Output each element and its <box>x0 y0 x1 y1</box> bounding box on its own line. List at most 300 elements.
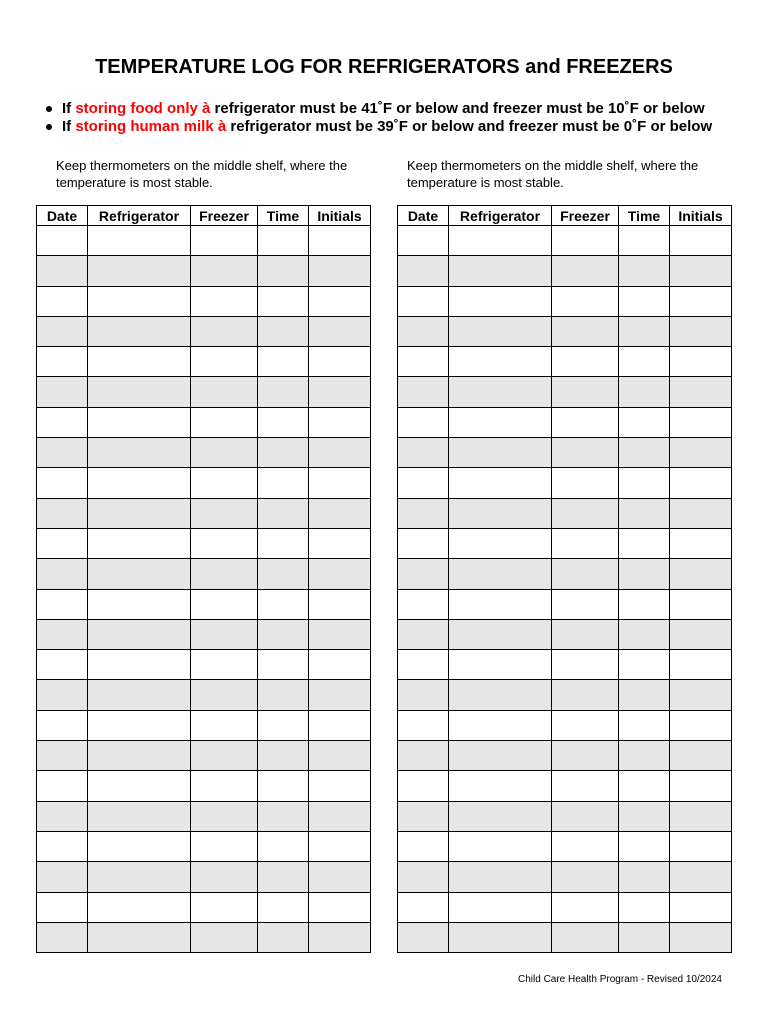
log-cell-initials[interactable] <box>670 286 732 316</box>
rule-prefix: If <box>62 118 76 135</box>
log-cell-refrigerator[interactable] <box>88 589 191 619</box>
table-row <box>398 377 732 407</box>
log-cell-initials[interactable] <box>670 650 732 680</box>
log-cell-date[interactable] <box>398 650 449 680</box>
log-cell-freezer[interactable] <box>552 256 619 286</box>
log-cell-initials[interactable] <box>309 680 371 710</box>
log-cell-freezer[interactable] <box>191 468 258 498</box>
table-row <box>37 438 371 468</box>
log-cell-date[interactable] <box>37 710 88 740</box>
log-cell-freezer[interactable] <box>191 256 258 286</box>
log-cell-initials[interactable] <box>670 801 732 831</box>
log-cell-date[interactable] <box>37 801 88 831</box>
log-cell-freezer[interactable] <box>191 559 258 589</box>
log-cell-refrigerator[interactable] <box>449 680 552 710</box>
log-cell-time[interactable] <box>258 680 309 710</box>
log-cell-date[interactable] <box>37 468 88 498</box>
log-cell-time[interactable] <box>619 650 670 680</box>
rule-food-only <box>44 100 712 118</box>
log-cell-initials[interactable] <box>309 650 371 680</box>
log-cell-time[interactable] <box>619 498 670 528</box>
log-cell-initials[interactable] <box>309 801 371 831</box>
log-cell-refrigerator[interactable] <box>449 347 552 377</box>
log-cell-date[interactable] <box>37 771 88 801</box>
log-cell-date[interactable] <box>398 528 449 558</box>
table-row <box>398 862 732 892</box>
log-cell-refrigerator[interactable] <box>88 801 191 831</box>
log-cell-freezer[interactable] <box>552 316 619 346</box>
log-cell-refrigerator[interactable] <box>88 468 191 498</box>
log-cell-freezer[interactable] <box>191 650 258 680</box>
log-cell-time[interactable] <box>619 407 670 437</box>
log-cell-date[interactable] <box>398 316 449 346</box>
log-cell-time[interactable] <box>619 680 670 710</box>
log-cell-date[interactable] <box>37 650 88 680</box>
log-cell-refrigerator[interactable] <box>449 589 552 619</box>
log-cell-time[interactable] <box>619 256 670 286</box>
log-cell-refrigerator[interactable] <box>88 862 191 892</box>
log-cell-date[interactable] <box>398 468 449 498</box>
rule-human-milk <box>44 118 712 136</box>
log-cell-date[interactable] <box>398 347 449 377</box>
log-cell-date[interactable] <box>37 892 88 922</box>
table-row <box>37 256 371 286</box>
table-row <box>37 377 371 407</box>
log-cell-date[interactable] <box>398 741 449 771</box>
log-cell-date[interactable] <box>37 498 88 528</box>
log-cell-time[interactable] <box>258 407 309 437</box>
log-cell-time[interactable] <box>258 831 309 861</box>
log-cell-initials[interactable] <box>670 407 732 437</box>
log-cell-initials[interactable] <box>670 619 732 649</box>
log-cell-time[interactable] <box>619 347 670 377</box>
log-cell-initials[interactable] <box>309 256 371 286</box>
log-cell-initials[interactable] <box>670 256 732 286</box>
log-cell-initials[interactable] <box>670 438 732 468</box>
table-row <box>37 528 371 558</box>
log-cell-freezer[interactable] <box>552 922 619 952</box>
log-cell-initials[interactable] <box>670 680 732 710</box>
log-cell-refrigerator[interactable] <box>88 528 191 558</box>
log-cell-initials[interactable] <box>670 892 732 922</box>
log-cell-time[interactable] <box>258 892 309 922</box>
log-cell-time[interactable] <box>258 468 309 498</box>
table-row <box>37 680 371 710</box>
log-cell-freezer[interactable] <box>552 801 619 831</box>
log-cell-date[interactable] <box>37 407 88 437</box>
log-cell-refrigerator[interactable] <box>449 559 552 589</box>
log-cell-date[interactable] <box>37 226 88 256</box>
rule-text: refrigerator must be 39˚F or below and freezer must be 0˚F or below <box>226 118 713 135</box>
log-cell-date[interactable] <box>398 407 449 437</box>
log-cell-time[interactable] <box>258 438 309 468</box>
log-cell-time[interactable] <box>619 589 670 619</box>
log-cell-freezer[interactable] <box>552 226 619 256</box>
log-cell-refrigerator[interactable] <box>88 407 191 437</box>
log-cell-initials[interactable] <box>670 710 732 740</box>
log-cell-date[interactable] <box>37 619 88 649</box>
log-cell-refrigerator[interactable] <box>88 741 191 771</box>
log-cell-time[interactable] <box>258 619 309 649</box>
log-cell-refrigerator[interactable] <box>449 498 552 528</box>
log-cell-time[interactable] <box>258 650 309 680</box>
log-cell-freezer[interactable] <box>552 619 619 649</box>
log-cell-date[interactable] <box>37 589 88 619</box>
log-cell-time[interactable] <box>258 922 309 952</box>
table-row <box>398 438 732 468</box>
log-cell-time[interactable] <box>258 741 309 771</box>
log-cell-initials[interactable] <box>309 831 371 861</box>
log-cell-initials[interactable] <box>309 771 371 801</box>
log-cell-freezer[interactable] <box>552 468 619 498</box>
log-cell-refrigerator[interactable] <box>449 286 552 316</box>
log-cell-time[interactable] <box>258 862 309 892</box>
log-cell-time[interactable] <box>619 438 670 468</box>
rule-highlight: storing human milk à <box>75 118 227 135</box>
log-cell-freezer[interactable] <box>191 741 258 771</box>
log-cell-freezer[interactable] <box>552 407 619 437</box>
log-cell-refrigerator[interactable] <box>449 316 552 346</box>
table-row <box>398 347 732 377</box>
log-cell-time[interactable] <box>619 286 670 316</box>
column-header-time: Time <box>258 206 309 226</box>
log-cell-date[interactable] <box>398 438 449 468</box>
log-cell-refrigerator[interactable] <box>88 377 191 407</box>
table-row <box>398 498 732 528</box>
log-cell-initials[interactable] <box>670 347 732 377</box>
log-cell-initials[interactable] <box>309 498 371 528</box>
left-temperature-log-table <box>36 205 371 953</box>
log-cell-date[interactable] <box>398 892 449 922</box>
log-cell-time[interactable] <box>619 801 670 831</box>
table-row <box>398 801 732 831</box>
log-cell-freezer[interactable] <box>552 286 619 316</box>
column-header-freezer: Freezer <box>191 206 258 226</box>
log-cell-initials[interactable] <box>670 498 732 528</box>
log-cell-freezer[interactable] <box>552 831 619 861</box>
log-cell-freezer[interactable] <box>191 438 258 468</box>
log-cell-date[interactable] <box>398 498 449 528</box>
log-cell-freezer[interactable] <box>552 710 619 740</box>
log-cell-date[interactable] <box>398 559 449 589</box>
log-cell-date[interactable] <box>37 438 88 468</box>
right-thermometer-note: Keep thermometers on the middle shelf, where the temperature is most stable. <box>407 158 699 190</box>
log-cell-freezer[interactable] <box>191 831 258 861</box>
log-cell-freezer[interactable] <box>552 377 619 407</box>
table-row <box>37 347 371 377</box>
log-cell-date[interactable] <box>37 559 88 589</box>
log-cell-time[interactable] <box>258 801 309 831</box>
log-cell-initials[interactable] <box>309 922 371 952</box>
log-cell-date[interactable] <box>37 862 88 892</box>
log-cell-initials[interactable] <box>670 316 732 346</box>
log-cell-date[interactable] <box>398 256 449 286</box>
log-cell-time[interactable] <box>258 256 309 286</box>
log-cell-initials[interactable] <box>670 559 732 589</box>
log-cell-freezer[interactable] <box>191 347 258 377</box>
log-cell-refrigerator[interactable] <box>88 316 191 346</box>
table-row <box>37 316 371 346</box>
log-cell-refrigerator[interactable] <box>449 862 552 892</box>
log-cell-initials[interactable] <box>309 407 371 437</box>
log-cell-date[interactable] <box>398 862 449 892</box>
table-row <box>37 559 371 589</box>
log-cell-refrigerator[interactable] <box>88 559 191 589</box>
log-cell-date[interactable] <box>398 619 449 649</box>
log-cell-time[interactable] <box>619 377 670 407</box>
log-cell-initials[interactable] <box>309 619 371 649</box>
log-cell-freezer[interactable] <box>191 710 258 740</box>
footer-revision: Child Care Health Program - Revised 10/2024 <box>518 974 722 985</box>
log-cell-time[interactable] <box>619 922 670 952</box>
log-cell-initials[interactable] <box>309 741 371 771</box>
table-row <box>398 771 732 801</box>
log-cell-initials[interactable] <box>309 710 371 740</box>
log-cell-date[interactable] <box>37 347 88 377</box>
log-cell-time[interactable] <box>258 559 309 589</box>
log-cell-freezer[interactable] <box>191 862 258 892</box>
column-header-freezer: Freezer <box>552 206 619 226</box>
log-cell-refrigerator[interactable] <box>88 256 191 286</box>
log-cell-time[interactable] <box>619 226 670 256</box>
log-cell-freezer[interactable] <box>191 377 258 407</box>
log-cell-refrigerator[interactable] <box>88 619 191 649</box>
log-cell-refrigerator[interactable] <box>88 347 191 377</box>
log-cell-refrigerator[interactable] <box>88 286 191 316</box>
log-cell-refrigerator[interactable] <box>449 922 552 952</box>
log-cell-time[interactable] <box>619 559 670 589</box>
table-row <box>37 801 371 831</box>
log-cell-refrigerator[interactable] <box>88 922 191 952</box>
log-cell-refrigerator[interactable] <box>449 771 552 801</box>
log-cell-refrigerator[interactable] <box>449 650 552 680</box>
log-cell-refrigerator[interactable] <box>88 892 191 922</box>
log-cell-refrigerator[interactable] <box>88 226 191 256</box>
log-cell-freezer[interactable] <box>552 892 619 922</box>
log-cell-date[interactable] <box>398 922 449 952</box>
log-cell-freezer[interactable] <box>191 528 258 558</box>
log-cell-time[interactable] <box>258 347 309 377</box>
storage-rules-list <box>44 100 712 136</box>
log-cell-refrigerator[interactable] <box>449 468 552 498</box>
table-row <box>398 892 732 922</box>
table-row <box>37 589 371 619</box>
log-cell-refrigerator[interactable] <box>449 710 552 740</box>
log-cell-initials[interactable] <box>309 226 371 256</box>
table-row <box>398 831 732 861</box>
log-cell-refrigerator[interactable] <box>88 438 191 468</box>
log-cell-initials[interactable] <box>309 316 371 346</box>
log-cell-freezer[interactable] <box>552 862 619 892</box>
log-cell-refrigerator[interactable] <box>88 498 191 528</box>
log-cell-freezer[interactable] <box>552 680 619 710</box>
log-cell-refrigerator[interactable] <box>449 619 552 649</box>
log-cell-time[interactable] <box>619 316 670 346</box>
table-row <box>398 650 732 680</box>
log-cell-date[interactable] <box>37 922 88 952</box>
log-cell-time[interactable] <box>619 892 670 922</box>
log-cell-freezer[interactable] <box>191 680 258 710</box>
log-cell-time[interactable] <box>258 316 309 346</box>
log-cell-date[interactable] <box>398 831 449 861</box>
log-cell-freezer[interactable] <box>191 316 258 346</box>
log-cell-date[interactable] <box>398 680 449 710</box>
log-cell-date[interactable] <box>37 680 88 710</box>
log-cell-freezer[interactable] <box>191 407 258 437</box>
column-header-initials: Initials <box>670 206 732 226</box>
log-cell-date[interactable] <box>37 741 88 771</box>
rule-highlight: storing food only à <box>75 100 211 117</box>
table-row <box>398 286 732 316</box>
log-cell-freezer[interactable] <box>552 559 619 589</box>
log-cell-initials[interactable] <box>670 771 732 801</box>
log-cell-initials[interactable] <box>309 438 371 468</box>
table-row <box>37 771 371 801</box>
table-row <box>37 892 371 922</box>
log-cell-freezer[interactable] <box>552 528 619 558</box>
log-cell-time[interactable] <box>258 377 309 407</box>
log-cell-date[interactable] <box>37 256 88 286</box>
log-cell-initials[interactable] <box>309 862 371 892</box>
log-cell-freezer[interactable] <box>552 589 619 619</box>
table-row <box>37 922 371 952</box>
log-cell-refrigerator[interactable] <box>449 892 552 922</box>
bullet-icon <box>46 124 52 130</box>
table-row <box>398 468 732 498</box>
table-row <box>37 710 371 740</box>
log-cell-initials[interactable] <box>309 347 371 377</box>
log-cell-freezer[interactable] <box>191 226 258 256</box>
log-cell-initials[interactable] <box>670 862 732 892</box>
log-cell-freezer[interactable] <box>191 619 258 649</box>
log-cell-freezer[interactable] <box>191 286 258 316</box>
table-row <box>398 589 732 619</box>
log-cell-initials[interactable] <box>670 831 732 861</box>
log-cell-freezer[interactable] <box>552 741 619 771</box>
log-cell-refrigerator[interactable] <box>88 710 191 740</box>
log-cell-date[interactable] <box>398 286 449 316</box>
log-cell-date[interactable] <box>398 226 449 256</box>
column-header-time: Time <box>619 206 670 226</box>
log-cell-date[interactable] <box>398 771 449 801</box>
log-cell-initials[interactable] <box>670 377 732 407</box>
log-cell-refrigerator[interactable] <box>449 438 552 468</box>
log-cell-initials[interactable] <box>309 589 371 619</box>
log-cell-refrigerator[interactable] <box>449 801 552 831</box>
log-cell-freezer[interactable] <box>191 498 258 528</box>
log-cell-freezer[interactable] <box>552 771 619 801</box>
log-cell-refrigerator[interactable] <box>449 741 552 771</box>
table-row <box>398 256 732 286</box>
log-cell-time[interactable] <box>258 589 309 619</box>
log-cell-time[interactable] <box>619 528 670 558</box>
log-cell-initials[interactable] <box>670 589 732 619</box>
log-cell-initials[interactable] <box>670 922 732 952</box>
log-cell-refrigerator[interactable] <box>88 771 191 801</box>
log-cell-refrigerator[interactable] <box>449 226 552 256</box>
log-cell-refrigerator[interactable] <box>449 528 552 558</box>
log-cell-date[interactable] <box>37 528 88 558</box>
table-row <box>37 831 371 861</box>
table-row <box>37 862 371 892</box>
log-cell-date[interactable] <box>398 801 449 831</box>
log-cell-date[interactable] <box>37 286 88 316</box>
log-cell-initials[interactable] <box>670 528 732 558</box>
log-cell-date[interactable] <box>398 710 449 740</box>
rule-prefix: If <box>62 100 76 117</box>
log-cell-freezer[interactable] <box>191 922 258 952</box>
log-cell-initials[interactable] <box>670 468 732 498</box>
log-cell-refrigerator[interactable] <box>88 650 191 680</box>
log-cell-refrigerator[interactable] <box>449 377 552 407</box>
log-cell-time[interactable] <box>619 831 670 861</box>
log-cell-initials[interactable] <box>309 468 371 498</box>
log-cell-refrigerator[interactable] <box>449 407 552 437</box>
left-thermometer-note: Keep thermometers on the middle shelf, where the temperature is most stable. <box>56 158 348 190</box>
log-cell-time[interactable] <box>258 771 309 801</box>
log-cell-initials[interactable] <box>309 286 371 316</box>
log-cell-time[interactable] <box>619 771 670 801</box>
column-header-initials: Initials <box>309 206 371 226</box>
table-header-row <box>37 206 371 226</box>
log-cell-date[interactable] <box>398 377 449 407</box>
log-cell-refrigerator[interactable] <box>449 831 552 861</box>
column-header-refrigerator: Refrigerator <box>449 206 552 226</box>
log-cell-time[interactable] <box>258 710 309 740</box>
log-cell-initials[interactable] <box>309 377 371 407</box>
log-cell-time[interactable] <box>258 528 309 558</box>
log-cell-time[interactable] <box>258 286 309 316</box>
log-cell-freezer[interactable] <box>552 498 619 528</box>
log-cell-freezer[interactable] <box>191 771 258 801</box>
log-cell-initials[interactable] <box>670 741 732 771</box>
log-cell-date[interactable] <box>37 316 88 346</box>
log-cell-date[interactable] <box>398 589 449 619</box>
log-cell-freezer[interactable] <box>552 650 619 680</box>
table-row <box>398 316 732 346</box>
table-row <box>37 741 371 771</box>
log-cell-initials[interactable] <box>309 559 371 589</box>
log-cell-time[interactable] <box>619 862 670 892</box>
page-title: TEMPERATURE LOG FOR REFRIGERATORS and FREEZERS <box>95 56 673 78</box>
table-row <box>37 498 371 528</box>
log-cell-date[interactable] <box>37 377 88 407</box>
log-cell-time[interactable] <box>258 226 309 256</box>
log-cell-initials[interactable] <box>309 892 371 922</box>
log-cell-refrigerator[interactable] <box>449 256 552 286</box>
log-cell-freezer[interactable] <box>191 892 258 922</box>
right-temperature-log-table <box>397 205 732 953</box>
log-cell-freezer[interactable] <box>191 589 258 619</box>
table-row <box>37 468 371 498</box>
log-cell-refrigerator[interactable] <box>88 831 191 861</box>
table-row <box>398 922 732 952</box>
log-cell-time[interactable] <box>619 468 670 498</box>
log-cell-initials[interactable] <box>670 226 732 256</box>
log-cell-freezer[interactable] <box>191 801 258 831</box>
log-cell-time[interactable] <box>619 710 670 740</box>
log-cell-date[interactable] <box>37 831 88 861</box>
log-cell-time[interactable] <box>619 619 670 649</box>
column-header-date: Date <box>398 206 449 226</box>
log-cell-freezer[interactable] <box>552 347 619 377</box>
table-row <box>398 680 732 710</box>
log-cell-time[interactable] <box>619 741 670 771</box>
log-cell-refrigerator[interactable] <box>88 680 191 710</box>
log-cell-freezer[interactable] <box>552 438 619 468</box>
log-cell-time[interactable] <box>258 498 309 528</box>
log-cell-initials[interactable] <box>309 528 371 558</box>
